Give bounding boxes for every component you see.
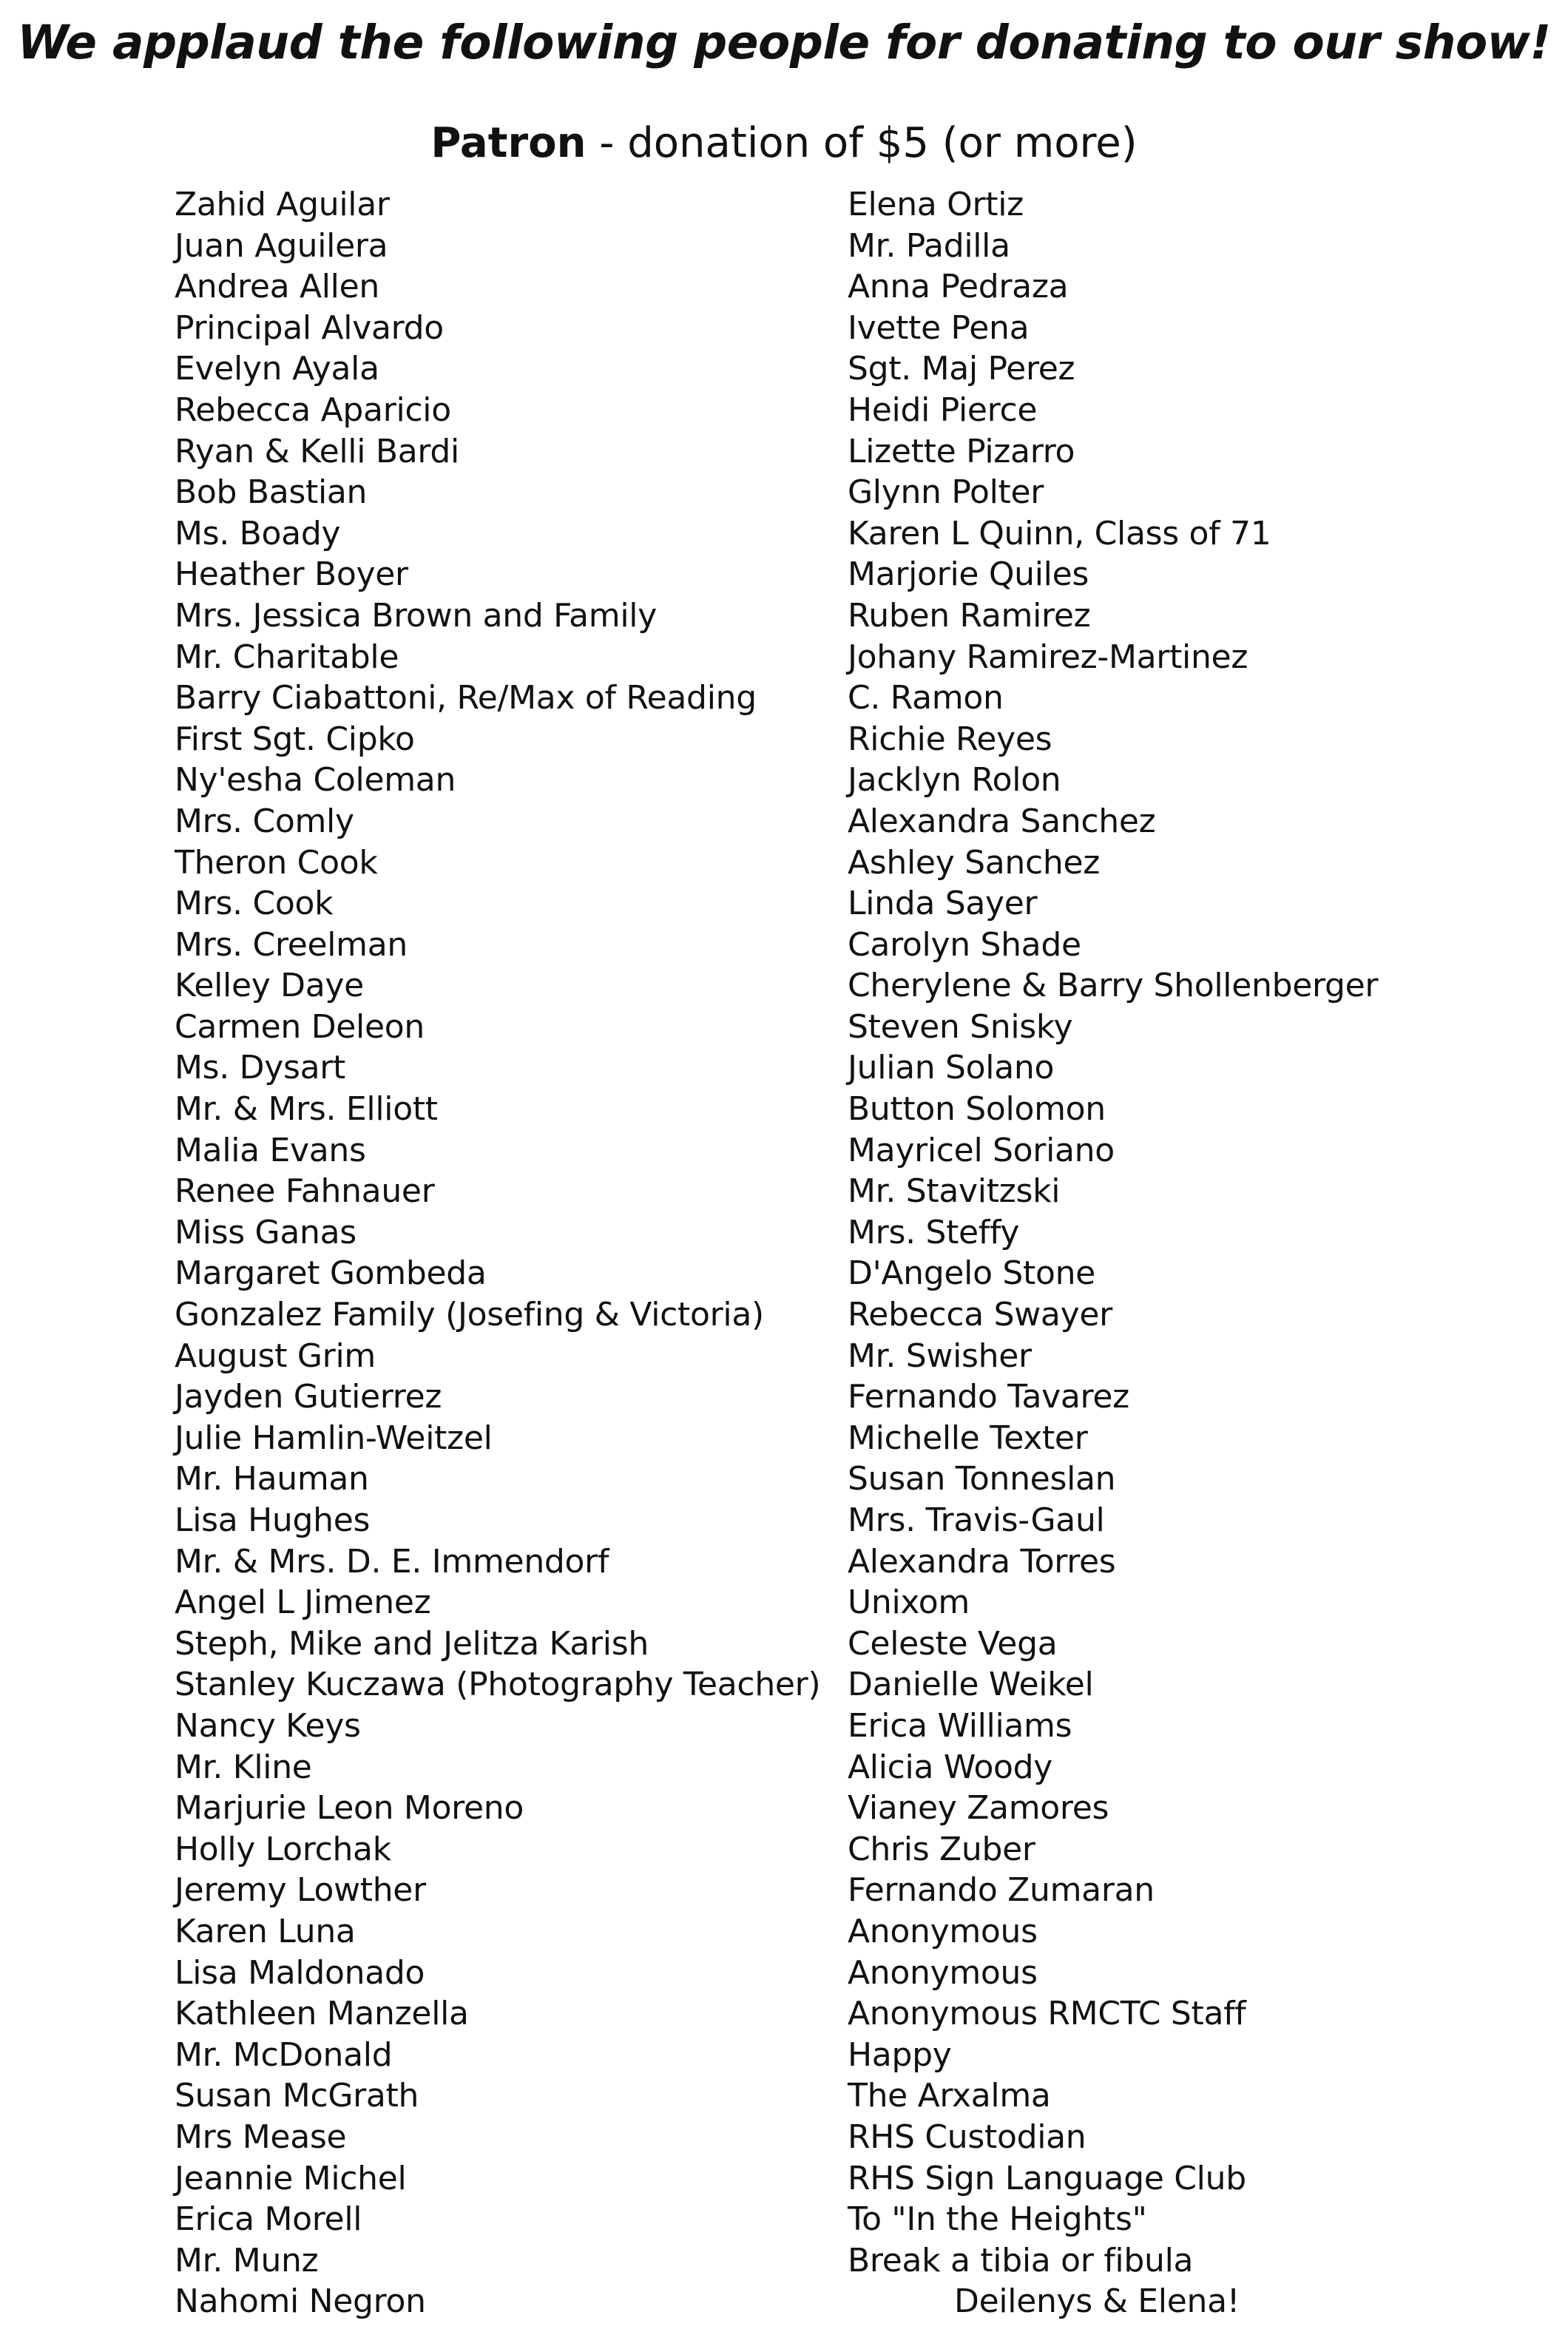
donor-name: Karen L Quinn, Class of 71 bbox=[848, 514, 1271, 552]
donor-name: Marjorie Quiles bbox=[848, 555, 1089, 594]
donor-name: Jeremy Lowther bbox=[175, 1871, 426, 1910]
donor-name: Cherylene & Barry Shollenberger bbox=[848, 967, 1379, 1005]
donor-name: Bob Bastian bbox=[175, 473, 368, 512]
donor-name: Rebecca Swayer bbox=[848, 1296, 1112, 1334]
donor-name: Mr. Kline bbox=[175, 1748, 312, 1786]
donor-name: Angel L Jimenez bbox=[175, 1584, 431, 1622]
donor-name: RHS Custodian bbox=[848, 2118, 1087, 2156]
donor-name: Glynn Polter bbox=[848, 473, 1044, 512]
donor-name: Carmen Deleon bbox=[175, 1007, 425, 1046]
donor-name: Karen Luna bbox=[175, 1912, 356, 1950]
donor-name: Mrs. Comly bbox=[175, 802, 354, 840]
donor-name: Mrs Mease bbox=[175, 2118, 347, 2156]
donor-name: August Grim bbox=[175, 1336, 376, 1375]
donor-name: Holly Lorchak bbox=[175, 1830, 391, 1868]
donor-name: RHS Sign Language Club bbox=[848, 2159, 1246, 2197]
donor-name: Johany Ramirez-Martinez bbox=[848, 638, 1248, 676]
donor-name: Evelyn Ayala bbox=[175, 350, 379, 388]
donor-name: Ivette Pena bbox=[848, 308, 1030, 347]
donor-name: Stanley Kuczawa (Photography Teacher) bbox=[175, 1666, 821, 1704]
donor-name: Mr. Hauman bbox=[175, 1460, 369, 1498]
donor-name: Button Solomon bbox=[848, 1090, 1106, 1129]
donor-name: Juan Aguilera bbox=[175, 226, 388, 265]
page-headline: We applaud the following people for donating to our show! bbox=[17, 16, 1551, 70]
donor-name: Alicia Woody bbox=[848, 1748, 1053, 1786]
donor-name: Heidi Pierce bbox=[848, 391, 1038, 429]
donor-name: Susan Tonneslan bbox=[848, 1460, 1116, 1498]
donor-name: Lizette Pizarro bbox=[848, 432, 1075, 470]
donor-name: Zahid Aguilar bbox=[175, 186, 390, 223]
donor-name: Ruben Ramirez bbox=[848, 596, 1091, 635]
donor-name: Ms. Dysart bbox=[175, 1049, 346, 1087]
donor-name: Carolyn Shade bbox=[848, 925, 1081, 964]
donor-name: Barry Ciabattoni, Re/Max of Reading bbox=[175, 679, 757, 717]
donor-name: Deilenys & Elena! bbox=[954, 2282, 1240, 2321]
donor-name: Fernando Tavarez bbox=[848, 1378, 1129, 1416]
donor-name: Andrea Allen bbox=[175, 268, 379, 306]
donor-name: Chris Zuber bbox=[848, 1830, 1035, 1868]
donor-name: Nahomi Negron bbox=[175, 2282, 426, 2321]
donor-name: Principal Alvardo bbox=[175, 308, 444, 347]
donor-name: Lisa Maldonado bbox=[175, 1953, 425, 1992]
donor-name: Margaret Gombeda bbox=[175, 1254, 487, 1293]
donor-name: Vianey Zamores bbox=[848, 1789, 1109, 1828]
donor-name: Malia Evans bbox=[175, 1131, 366, 1169]
donor-name: Anonymous bbox=[848, 1912, 1038, 1950]
donor-name: Mr. Stavitzski bbox=[848, 1172, 1061, 1211]
donor-name: C. Ramon bbox=[848, 679, 1004, 717]
donor-name: Julian Solano bbox=[848, 1049, 1055, 1087]
donor-name: Jeannie Michel bbox=[175, 2159, 407, 2197]
donor-name: Sgt. Maj Perez bbox=[848, 350, 1075, 388]
donor-name: Heather Boyer bbox=[175, 555, 408, 594]
donor-name: Richie Reyes bbox=[848, 720, 1052, 758]
donor-name: Mr. & Mrs. D. E. Immendorf bbox=[175, 1542, 609, 1581]
donor-name: Marjurie Leon Moreno bbox=[175, 1789, 524, 1828]
donor-name: Linda Sayer bbox=[848, 885, 1038, 923]
donor-name: Kathleen Manzella bbox=[175, 1995, 469, 2033]
donor-name: Michelle Texter bbox=[848, 1419, 1088, 1457]
donor-name: Ms. Boady bbox=[175, 514, 341, 552]
donor-list-left bbox=[175, 184, 825, 2322]
donor-name: To "In the Heights" bbox=[848, 2200, 1147, 2239]
donor-name: Erica Morell bbox=[175, 2200, 362, 2239]
donor-name: Jayden Gutierrez bbox=[175, 1378, 442, 1416]
donor-name: Unixom bbox=[848, 1584, 970, 1622]
donor-name: Happy bbox=[848, 2035, 952, 2074]
donor-name: Lisa Hughes bbox=[175, 1501, 371, 1539]
donor-name: Mrs. Travis-Gaul bbox=[848, 1501, 1105, 1539]
donor-name: Erica Williams bbox=[848, 1706, 1072, 1745]
donor-name: Fernando Zumaran bbox=[848, 1871, 1155, 1910]
donor-name: Mr. Padilla bbox=[848, 226, 1010, 265]
donor-name: Anonymous RMCTC Staff bbox=[848, 1995, 1246, 2033]
donor-name: Mr. Swisher bbox=[848, 1336, 1032, 1375]
donor-name: Theron Cook bbox=[175, 843, 378, 882]
donor-name: Miss Ganas bbox=[175, 1213, 356, 1251]
donor-name: Mrs. Creelman bbox=[175, 925, 408, 964]
donor-name: Anonymous bbox=[848, 1953, 1038, 1992]
donor-name: Alexandra Sanchez bbox=[848, 802, 1156, 840]
donor-name: Alexandra Torres bbox=[848, 1542, 1116, 1581]
donor-name: Mr. & Mrs. Elliott bbox=[175, 1090, 438, 1129]
donor-name: Susan McGrath bbox=[175, 2077, 419, 2115]
donor-name: Danielle Weikel bbox=[848, 1666, 1094, 1704]
donor-name: D'Angelo Stone bbox=[848, 1254, 1095, 1293]
donor-name: Mr. Munz bbox=[175, 2241, 319, 2279]
donation-level-description: - donation of $5 (or more) bbox=[586, 119, 1138, 167]
donor-name: Break a tibia or fibula bbox=[848, 2241, 1194, 2279]
donor-name: Renee Fahnauer bbox=[175, 1172, 435, 1211]
donor-name: Anna Pedraza bbox=[848, 268, 1069, 306]
donor-name: Rebecca Aparicio bbox=[175, 391, 451, 429]
donor-name: Kelley Daye bbox=[175, 967, 364, 1005]
donor-name: Mrs. Cook bbox=[175, 885, 334, 923]
donor-name: Ryan & Kelli Bardi bbox=[175, 432, 459, 470]
donation-level-name: Patron bbox=[430, 119, 587, 167]
donor-name: Julie Hamlin-Weitzel bbox=[175, 1419, 493, 1457]
donor-name: Mr. Charitable bbox=[175, 638, 399, 676]
donor-name: Steph, Mike and Jelitza Karish bbox=[175, 1624, 649, 1663]
donor-name: Mrs. Jessica Brown and Family bbox=[175, 596, 657, 635]
donor-name: Ashley Sanchez bbox=[848, 843, 1101, 882]
donor-name: The Arxalma bbox=[848, 2077, 1051, 2115]
donor-name: Nancy Keys bbox=[175, 1706, 361, 1745]
donor-name: Jacklyn Rolon bbox=[848, 761, 1061, 800]
donor-name: Gonzalez Family (Josefing & Victoria) bbox=[175, 1296, 764, 1334]
donor-name: Celeste Vega bbox=[848, 1624, 1058, 1663]
donor-name: Ny'esha Coleman bbox=[175, 761, 456, 800]
donor-name: Steven Snisky bbox=[848, 1007, 1073, 1046]
donation-level-heading bbox=[0, 115, 1568, 172]
donor-name: First Sgt. Cipko bbox=[175, 720, 415, 758]
donor-name: Elena Ortiz bbox=[848, 186, 1024, 223]
donor-name: Mrs. Steffy bbox=[848, 1213, 1020, 1251]
donor-name: Mr. McDonald bbox=[175, 2035, 393, 2074]
donor-list-right bbox=[848, 184, 1513, 2322]
donor-name: Mayricel Soriano bbox=[848, 1131, 1115, 1169]
